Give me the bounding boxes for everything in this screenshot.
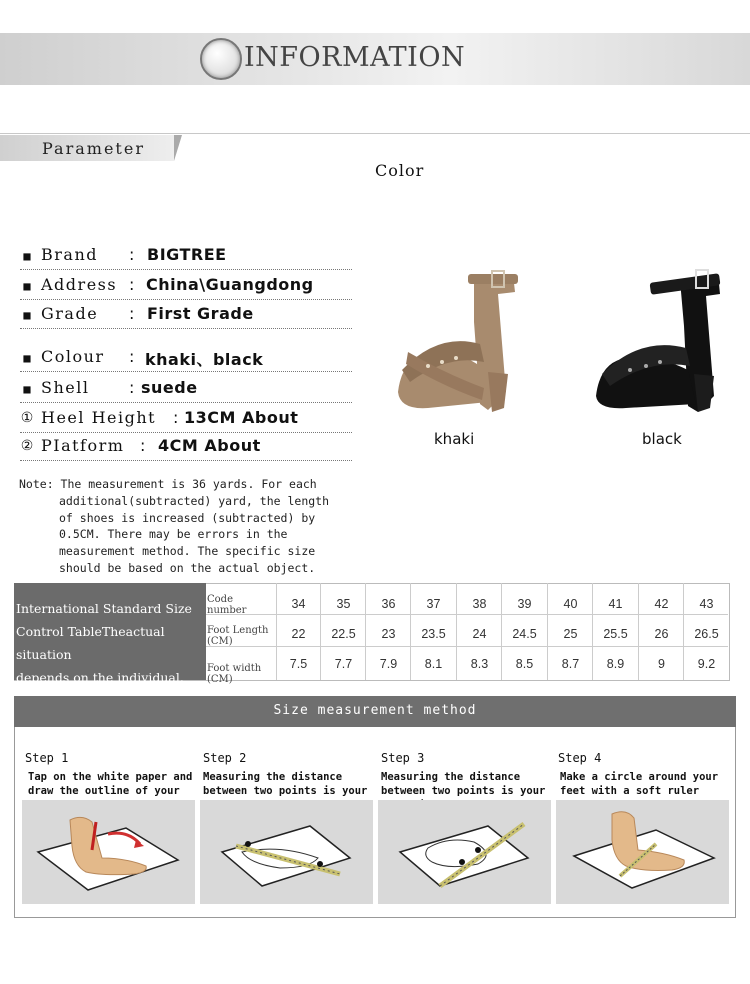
spec-address [20, 275, 352, 300]
table-cell: 25.5 [603, 627, 628, 641]
row-label-code: Code number [207, 594, 247, 616]
color-heading: Color [375, 161, 425, 180]
table-cell: 23 [381, 627, 396, 641]
table-divider [206, 614, 728, 615]
table-cell: 7.5 [289, 657, 308, 671]
spec-separator: : [129, 275, 135, 294]
row-label-width: Foot width (CM) [207, 663, 262, 685]
table-cell: 7.9 [379, 657, 398, 671]
step-3-label: Step 3 [381, 751, 425, 765]
spec-label: Colour [41, 347, 105, 366]
table-cell: 39 [517, 597, 532, 611]
row-label-length: Foot Length (CM) [207, 625, 269, 647]
step-4-illustration [556, 800, 729, 904]
spec-value: First Grade [147, 304, 254, 323]
table-cell: 9 [658, 657, 665, 671]
step-4-label: Step 4 [558, 751, 602, 765]
size-title-line: International Standard Size [16, 601, 192, 616]
spec-label: PIatform [41, 436, 125, 455]
measurement-title: Size measurement method [273, 703, 477, 718]
khaki-label: khaki [434, 430, 475, 448]
table-cell: 40 [563, 597, 578, 611]
spec-label: Shell [41, 378, 90, 397]
step-2-illustration [200, 800, 373, 904]
spec-platform [20, 436, 352, 461]
bullet-icon: ■ [23, 382, 31, 396]
spec-colour [20, 347, 352, 372]
spec-separator: : [140, 436, 146, 455]
table-cell: 36 [381, 597, 396, 611]
spec-shell [20, 378, 352, 403]
step-3-text: Measuring the distance between two points is your [381, 771, 546, 797]
spec-value: khaki、black [145, 350, 264, 369]
parameter-label: Parameter [42, 139, 145, 158]
step-1-illustration [22, 800, 195, 904]
step-1-label: Step 1 [25, 751, 69, 765]
table-cell: 8.7 [561, 657, 580, 671]
table-cell: 22 [291, 627, 306, 641]
step-2-label: Step 2 [203, 751, 247, 765]
table-cell: 34 [291, 597, 306, 611]
spec-value: 4CM About [158, 436, 261, 455]
bullet-icon: ■ [23, 351, 31, 365]
divider [0, 133, 750, 134]
black-sandal-image [590, 266, 730, 416]
spec-value: suede [141, 378, 198, 397]
size-table-title [16, 597, 206, 689]
table-cell: 8.3 [470, 657, 489, 671]
spec-separator: : [129, 378, 135, 397]
spec-label: Grade [41, 304, 99, 323]
spec-label: Heel Height [41, 408, 157, 427]
step-1-text: Tap on the white paper and draw the outline of your [28, 771, 193, 797]
number-two-icon: ② [20, 438, 34, 454]
size-title-line: Control TableTheactual situation [16, 624, 165, 662]
spec-heel-height [20, 408, 352, 433]
table-cell: 24.5 [512, 627, 537, 641]
table-cell: 42 [654, 597, 669, 611]
spec-value: 13CM About [184, 408, 299, 427]
step-4-text: Make a circle around your feet with a soft ruler [560, 771, 719, 797]
table-cell: 35 [336, 597, 351, 611]
table-cell: 24 [472, 627, 487, 641]
table-cell: 22.5 [331, 627, 356, 641]
table-cell: 8.5 [515, 657, 534, 671]
table-cell: 9.2 [697, 657, 716, 671]
khaki-sandal-image [388, 262, 528, 424]
table-cell: 38 [472, 597, 487, 611]
table-cell: 26 [654, 627, 669, 641]
spec-label: Brand [41, 245, 98, 264]
bullet-icon: ■ [23, 308, 31, 322]
spec-value: China\Guangdong [146, 275, 314, 294]
table-cell: 25 [563, 627, 578, 641]
spec-brand [20, 245, 352, 270]
note-text [19, 476, 339, 577]
bullet-icon: ■ [23, 279, 31, 293]
spec-separator: : [129, 304, 135, 323]
table-cell: 7.7 [334, 657, 353, 671]
spec-value: BIGTREE [147, 245, 227, 264]
table-divider [206, 646, 728, 647]
table-cell: 41 [608, 597, 623, 611]
table-cell: 8.9 [606, 657, 625, 671]
step-2-text: Measuring the distance between two points is your [203, 771, 368, 797]
spec-separator: : [129, 347, 135, 366]
step-3-illustration [378, 800, 551, 904]
note-body: additional(subtracted) yard, the length of shoes is increased (subtracted) by 0.5CM. There may be errors in the measurement method. The specific size should be based on the actual object. [59, 493, 330, 575]
spec-label: Address [41, 275, 118, 294]
note-first-line: Note: The measurement is 36 yards. For each [19, 477, 317, 491]
table-cell: 26.5 [694, 627, 719, 641]
banner-circle-icon [200, 38, 242, 80]
table-cell: 8.1 [424, 657, 443, 671]
banner-title: INFORMATION [244, 42, 466, 73]
number-one-icon: ① [20, 410, 34, 426]
bullet-icon: ■ [23, 249, 31, 263]
spec-grade [20, 304, 352, 329]
spec-separator: : [173, 408, 179, 427]
black-label: black [642, 430, 682, 448]
table-cell: 23.5 [421, 627, 446, 641]
spec-separator: : [129, 245, 135, 264]
table-cell: 37 [426, 597, 441, 611]
table-cell: 43 [699, 597, 714, 611]
size-title-line: depends on the individual. [16, 670, 184, 685]
